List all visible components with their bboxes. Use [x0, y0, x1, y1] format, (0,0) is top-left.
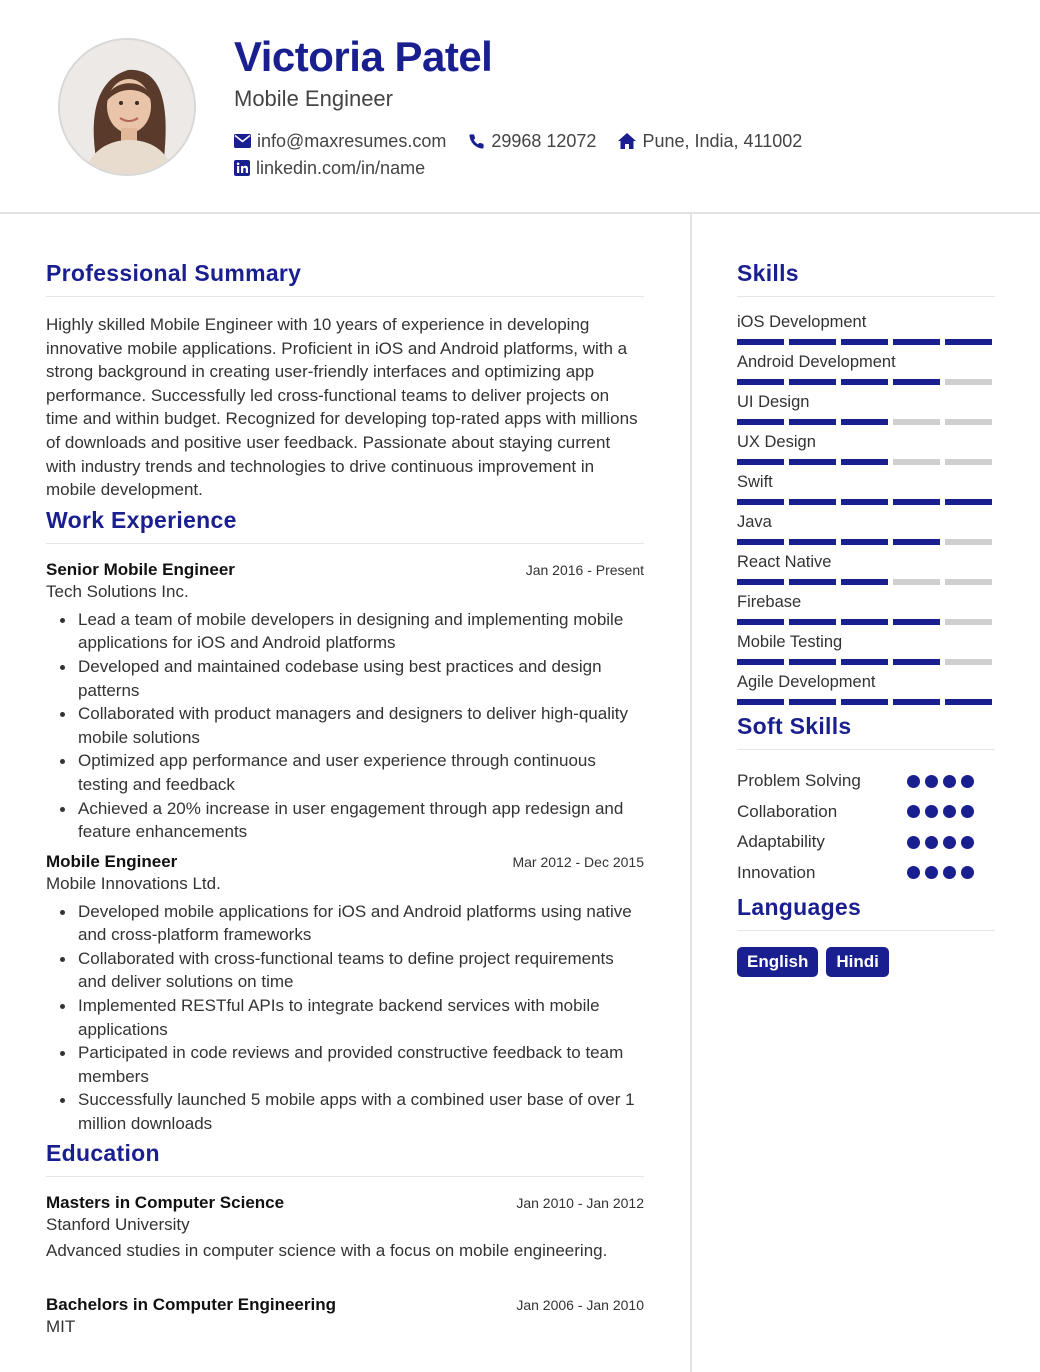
skill-item [737, 313, 995, 345]
skill-level-segment [737, 619, 784, 625]
skill-name: Agile Development [737, 673, 876, 691]
school-name: Stanford University [46, 1214, 190, 1234]
soft-skill-rating [907, 866, 974, 879]
languages-heading: Languages [737, 894, 995, 931]
skill-level-segment [789, 539, 836, 545]
job-bullet: Participated in code reviews and provided constructive feedback to team members [78, 1041, 644, 1088]
rating-dot [907, 775, 920, 788]
job-header [46, 560, 644, 580]
profile-photo [58, 38, 196, 176]
skill-level-bar [737, 579, 995, 585]
education-date: Jan 2006 - Jan 2010 [516, 1296, 644, 1313]
education-entry [46, 1295, 644, 1337]
rating-dot [943, 775, 956, 788]
skill-level-segment [737, 499, 784, 505]
job-bullet: Developed and maintained codebase using best practices and design patterns [78, 655, 644, 702]
skill-name: UI Design [737, 393, 810, 411]
skill-level-segment [841, 579, 888, 585]
job-bullets [46, 608, 644, 844]
job-company: Mobile Innovations Ltd. [46, 873, 221, 893]
job-date: Jan 2016 - Present [525, 561, 644, 578]
skill-level-bar [737, 699, 995, 705]
soft-skill-item [737, 827, 995, 858]
skill-level-segment [737, 459, 784, 465]
skill-level-segment [841, 419, 888, 425]
skill-level-segment [789, 619, 836, 625]
skill-level-segment [841, 339, 888, 345]
skill-level-segment [737, 379, 784, 385]
skill-level-segment [789, 659, 836, 665]
skill-item [737, 353, 995, 385]
skill-level-segment [841, 659, 888, 665]
contact-info [234, 130, 824, 184]
skill-level-segment [893, 459, 940, 465]
rating-dot [925, 805, 938, 818]
soft-skill-rating [907, 775, 974, 788]
summary-text: Highly skilled Mobile Engineer with 10 years of experience in developing innovative mobile applications. Proficient in iOS and Android platforms, with a strong background in creating user-friendly interfaces and optimizing app performance. Successfully led cross-functional teams to deliver projects on time and within budget. Recognized for developing top-rated apps with millions of downloads and positive user feedback. Passionate about staying current with industry trends and technologies to drive continuous improvement in mobile development. [46, 315, 638, 500]
job-date: Mar 2012 - Dec 2015 [512, 853, 644, 870]
location-text: Pune, India, 411002 [642, 130, 803, 151]
degree-title: Masters in Computer Science [46, 1192, 285, 1212]
linkedin-text: linkedin.com/in/name [256, 157, 426, 178]
soft-skill-item [737, 858, 995, 889]
skill-level-segment [945, 539, 992, 545]
job-bullet: Achieved a 20% increase in user engagement through app redesign and feature enhancements [78, 797, 644, 844]
language-badge: English [737, 947, 818, 977]
skill-level-segment [789, 579, 836, 585]
skill-level-segment [737, 339, 784, 345]
phone-icon [468, 133, 485, 150]
column-divider [690, 214, 692, 1372]
job-list [46, 560, 644, 1136]
skill-level-segment [841, 459, 888, 465]
soft-skill-name: Collaboration [737, 801, 838, 821]
skill-level-segment [737, 419, 784, 425]
skill-item [737, 473, 995, 505]
email-text: info@maxresumes.com [257, 130, 447, 151]
home-icon [618, 133, 636, 149]
education-list [46, 1193, 644, 1337]
skill-level-segment [893, 419, 940, 425]
education-heading: Education [46, 1140, 644, 1177]
skill-level-segment [893, 579, 940, 585]
skill-name: Android Development [737, 353, 896, 371]
job-title: Senior Mobile Engineer [46, 559, 235, 579]
skill-level-segment [841, 379, 888, 385]
rating-dot [943, 805, 956, 818]
skill-level-bar [737, 339, 995, 345]
rating-dot [961, 805, 974, 818]
skill-level-bar [737, 659, 995, 665]
soft-skill-name: Innovation [737, 862, 816, 882]
skill-level-segment [945, 579, 992, 585]
skill-level-segment [737, 579, 784, 585]
job-bullet: Optimized app performance and user experience through continuous testing and feedback [78, 749, 644, 796]
rating-dot [907, 836, 920, 849]
job-bullet: Developed mobile applications for iOS and Android platforms using native and cross-platform frameworks [78, 900, 644, 947]
skill-level-segment [945, 379, 992, 385]
experience-heading: Work Experience [46, 507, 644, 544]
soft-skill-item [737, 797, 995, 828]
language-badge: Hindi [826, 947, 889, 977]
skill-level-segment [893, 379, 940, 385]
skill-item [737, 433, 995, 465]
contact-phone[interactable] [468, 131, 596, 152]
skill-name: iOS Development [737, 313, 867, 331]
skill-item [737, 393, 995, 425]
job-bullet: Collaborated with cross-functional teams to define project requirements and deliver solutions on time [78, 947, 644, 994]
skill-level-segment [737, 699, 784, 705]
skill-level-segment [789, 499, 836, 505]
education-description: Advanced studies in computer science with a focus on mobile engineering. [46, 1240, 608, 1260]
skill-name: Firebase [737, 593, 802, 611]
candidate-name: Victoria Patel [234, 33, 493, 80]
skill-level-segment [893, 619, 940, 625]
skill-level-segment [789, 699, 836, 705]
skill-level-bar [737, 539, 995, 545]
skill-level-segment [945, 339, 992, 345]
linkedin-icon [234, 160, 250, 176]
rating-dot [943, 836, 956, 849]
skill-level-segment [945, 459, 992, 465]
soft-skills-list [737, 766, 995, 888]
job-bullet: Lead a team of mobile developers in designing and implementing mobile applications for iOS and Android platforms [78, 608, 644, 655]
skill-level-segment [789, 419, 836, 425]
rating-dot [961, 836, 974, 849]
job-entry [46, 560, 644, 844]
skill-level-segment [737, 659, 784, 665]
skill-name: Mobile Testing [737, 633, 843, 651]
soft-skill-rating [907, 805, 974, 818]
job-company: Tech Solutions Inc. [46, 581, 189, 601]
skill-level-segment [789, 339, 836, 345]
skill-level-bar [737, 459, 995, 465]
education-entry [46, 1193, 644, 1261]
candidate-title: Mobile Engineer [234, 86, 393, 111]
skill-level-segment [945, 699, 992, 705]
education-header [46, 1193, 644, 1213]
skill-level-segment [841, 699, 888, 705]
skill-level-segment [841, 499, 888, 505]
skill-item [737, 553, 995, 585]
skill-level-segment [737, 539, 784, 545]
school-name: MIT [46, 1316, 76, 1336]
skill-level-segment [945, 659, 992, 665]
rating-dot [925, 866, 938, 879]
skill-name: UX Design [737, 433, 816, 451]
soft-skill-item [737, 766, 995, 797]
skill-level-bar [737, 419, 995, 425]
skill-item [737, 673, 995, 705]
job-title: Mobile Engineer [46, 851, 178, 871]
skill-level-segment [945, 619, 992, 625]
job-entry [46, 852, 644, 1136]
envelope-icon [234, 134, 251, 148]
soft-skill-rating [907, 836, 974, 849]
skill-level-segment [841, 619, 888, 625]
contact-email[interactable] [234, 131, 446, 152]
soft-skill-name: Problem Solving [737, 771, 861, 791]
skill-level-segment [893, 499, 940, 505]
education-date: Jan 2010 - Jan 2012 [516, 1194, 644, 1211]
skill-level-bar [737, 499, 995, 505]
language-list [737, 947, 995, 977]
job-bullet: Collaborated with product managers and designers to deliver high-quality mobile solutions [78, 702, 644, 749]
rating-dot [925, 836, 938, 849]
rating-dot [907, 866, 920, 879]
rating-dot [961, 775, 974, 788]
soft-skill-name: Adaptability [737, 832, 825, 852]
skill-level-segment [893, 539, 940, 545]
skills-heading: Skills [737, 260, 995, 297]
skill-level-segment [789, 459, 836, 465]
job-bullets [46, 900, 644, 1136]
skill-name: Swift [737, 473, 773, 491]
rating-dot [961, 866, 974, 879]
phone-text: 29968 12072 [491, 130, 597, 151]
sidebar-column [737, 260, 995, 977]
skill-level-segment [893, 339, 940, 345]
skill-level-segment [789, 379, 836, 385]
job-header [46, 852, 644, 872]
rating-dot [925, 775, 938, 788]
rating-dot [943, 866, 956, 879]
skill-level-segment [893, 699, 940, 705]
contact-location [618, 131, 802, 152]
soft-skills-heading: Soft Skills [737, 713, 995, 750]
skill-level-segment [893, 659, 940, 665]
skill-level-bar [737, 379, 995, 385]
skill-level-bar [737, 619, 995, 625]
summary-heading: Professional Summary [46, 260, 644, 297]
resume-header [0, 0, 1040, 214]
skill-level-segment [945, 419, 992, 425]
main-column [46, 260, 644, 1371]
rating-dot [907, 805, 920, 818]
education-header [46, 1295, 644, 1315]
skill-name: Java [737, 513, 772, 531]
contact-linkedin[interactable] [234, 158, 425, 179]
degree-title: Bachelors in Computer Engineering [46, 1294, 336, 1314]
skill-name: React Native [737, 553, 832, 571]
skill-level-segment [841, 539, 888, 545]
skill-item [737, 593, 995, 625]
job-bullet: Successfully launched 5 mobile apps with a combined user base of over 1 million downloads [78, 1088, 644, 1135]
skill-item [737, 513, 995, 545]
skill-level-segment [945, 499, 992, 505]
skills-list [737, 313, 995, 705]
job-bullet: Implemented RESTful APIs to integrate backend services with mobile applications [78, 994, 644, 1041]
skill-item [737, 633, 995, 665]
